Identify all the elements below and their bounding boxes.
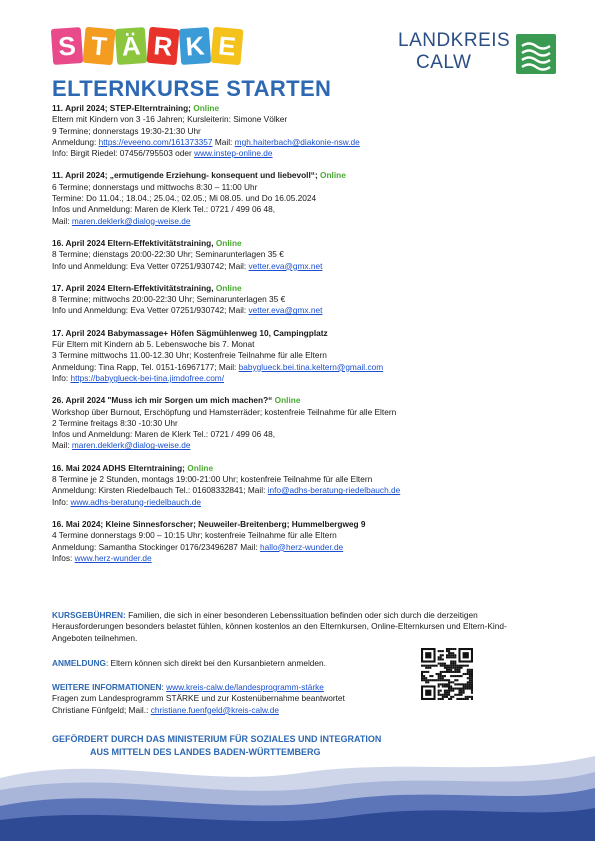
contact-prefix: Anmeldung: Kirsten Riedelbauch Tel.: 01608332841; Mail: [52,485,268,496]
contact-link[interactable]: www.herz-wunder.de [74,552,152,563]
event-item [52,463,552,508]
event-detail-line: Infos und Anmeldung: Maren de Klerk Tel.: 0721 / 499 06 48, [52,204,276,215]
online-badge: Online [320,170,346,181]
contact-prefix: Info: Birgit Riedel: 07456/795503 oder [52,148,195,159]
event-detail-line: 2 Termine freitags 8:30 -10:30 Uhr [52,417,178,428]
event-contact-line [52,148,552,159]
starke-letter: S [51,27,83,65]
event-item [52,519,552,564]
contact-prefix: Info: [52,372,71,383]
event-contact-line [52,373,552,384]
starke-letter: Ä [115,27,147,65]
event-contact-line [52,362,552,373]
event-heading [52,395,552,406]
funding-line2: AUS MITTELN DES LANDES BADEN-WÜRTTEMBERG [90,747,321,757]
event-detail-line: 8 Termine; dienstags 20:00-22:30 Uhr; Seminarunterlagen 35 € [52,249,284,260]
event-heading [52,170,552,181]
event-title: 16. Mai 2024 ADHS Elterntraining; [52,462,185,473]
contact-prefix: Anmeldung: Samantha Stockinger 0176/23496287 Mail: [52,541,261,552]
landesprogramm-link[interactable]: www.kreis-calw.de/landesprogramm-stärke [166,682,324,692]
contact-link[interactable]: www.instep-online.de [194,148,273,159]
event-contact-line [52,261,552,272]
contact-link[interactable]: babyglueck.bei.tina.keltern@gmail.com [238,361,384,372]
contact-prefix: Info und Anmeldung: Eva Vetter 07251/930742; Mail: [52,305,249,316]
contact-prefix: Mail: [52,215,72,226]
wave-banner [0,748,595,841]
kursgebuehren-section [52,610,522,644]
weitere-label: WEITERE INFORMATIONEN [52,682,162,692]
contact-link[interactable]: hallo@herz-wunder.de [260,541,344,552]
fuenfgeld-mail-link[interactable]: christiane.fuenfgeld@kreis-calw.de [150,704,280,715]
contact-prefix: Info: [52,496,71,507]
event-detail-line: Termine: Do 11.04.; 18.04.; 25.04.; 02.05.; Mi 08.05. und Do 16.05.2024 [52,193,317,204]
event-title: 17. April 2024 Eltern-Effektivitätstraining, [52,282,214,293]
qr-code[interactable] [421,648,473,700]
starke-letter: E [210,27,243,65]
event-contact-line [52,216,552,227]
event-title: 11. April 2024; STEP-Elterntraining; [52,103,191,113]
starke-letter: T [82,27,115,65]
event-heading [52,519,552,530]
event-detail-line: Eltern mit Kindern von 3 -16 Jahren; Kursleiterin: Simone Völker [52,114,288,125]
event-detail-line: Für Eltern mit Kindern ab 5. Lebenswoche bis 7. Monat [52,339,255,350]
event-heading [52,103,552,114]
event-detail-line: 8 Termine je 2 Stunden, montags 19:00-21:00 Uhr; kostenfreie Teilnahme für alle Eltern [52,474,373,485]
event-item [52,283,552,317]
anmeldung-section [52,658,412,669]
event-list [52,103,552,575]
online-badge: Online [187,462,214,473]
event-contact-line [52,542,552,553]
event-detail-line: 3 Termine mittwochs 11.00-12.30 Uhr; Kostenfreie Teilnahme für alle Eltern [52,350,327,361]
contact-mid: Mail: [212,136,235,147]
contact-link[interactable]: maren.deklerk@dialog-weise.de [71,215,191,226]
event-detail-line: Infos und Anmeldung: Maren de Klerk Tel.: 0721 / 499 06 48, [52,429,276,440]
waves-icon [516,34,556,74]
kursgebuehren-label: KURSGEBÜHREN: [52,610,126,620]
event-heading [52,238,552,249]
starke-letter: K [179,27,211,65]
contact-link[interactable]: https://babyglueck-bei-tina.jimdofree.com/ [70,372,225,383]
event-detail-line: 9 Termine; donnerstags 19:30-21:30 Uhr [52,125,201,136]
event-title: 11. April 2024; „ermutigende Erziehung- konsequent und liebevoll“; [52,170,318,181]
funding-line1: GEFÖRDERT DURCH DAS MINISTERIUM FÜR SOZIALES UND INTEGRATION [52,734,382,744]
contact-link[interactable]: maren.deklerk@dialog-weise.de [71,440,191,451]
event-contact-line [52,485,552,496]
contact-prefix: Anmeldung: [52,136,99,147]
event-contact-line [52,497,552,508]
event-detail-line: Workshop über Burnout, Erschöpfung und Hamsterräder; kostenfreie Teilnahme für alle Eltern [52,406,397,417]
event-heading [52,283,552,294]
weitere-informationen-section [52,682,412,716]
event-detail-line: 6 Termine; donnerstags und mittwochs 8:30 – 11:00 Uhr [52,181,258,192]
landkreis-text: LANDKREIS [398,30,511,51]
weitere-line3: Christiane Fünfgeld; Mail.: [52,704,151,715]
event-item [52,328,552,384]
contact-prefix: Info und Anmeldung: Eva Vetter 07251/930742; Mail: [52,260,249,271]
event-title: 26. April 2024 "Muss ich mir Sorgen um mich machen?“ [52,395,273,406]
event-title: 16. April 2024 Eltern-Effektivitätstraining, [52,237,214,248]
online-badge: Online [274,395,301,406]
contact-prefix: Mail: [52,440,72,451]
event-item [52,238,552,272]
anmeldung-text: : Eltern können sich direkt bei den Kursanbietern anmelden. [105,658,326,668]
contact-link[interactable]: www.adhs-beratung-riedelbauch.de [70,496,201,507]
anmeldung-label: ANMELDUNG [52,658,106,668]
contact-link[interactable]: vetter.eva@gmx.net [248,305,323,316]
weitere-separator: : [161,682,167,692]
event-contact-line [52,137,552,148]
event-contact-line [52,440,552,451]
event-contact-line [52,553,552,564]
contact-link[interactable]: mgh.haiterbach@diakonie-nsw.de [234,136,360,147]
event-item [52,395,552,451]
event-title: 16. Mai 2024; Kleine Sinnesforscher; Neuweiler-Breitenberg; Hummelbergweg 9 [52,518,366,529]
contact-prefix: Infos: [52,552,75,563]
starke-logo [52,28,242,64]
kursgebuehren-text: Familien, die sich in einer besonderen Lebenssituation befinden oder sich durch die derzeitigen Herausforderungen besonders belastet fühlen, können kostenlos an den Elternkursen, Online-Elternkursen und Eltern-Kind-Angeboten teilnehmen. [52,610,507,643]
contact-link[interactable]: vetter.eva@gmx.net [248,260,323,271]
event-title: 17. April 2024 Babymassage+ Höfen Sägmühlenweg 10, Campingplatz [52,327,328,338]
event-heading [52,328,552,339]
online-badge: Online [215,282,242,293]
event-detail-line: 8 Termine; mittwochs 20:00-22:30 Uhr; Seminarunterlagen 35 € [52,294,286,305]
contact-prefix: Anmeldung: Tina Rapp, Tel. 0151-16967177; Mail: [52,361,239,372]
contact-link[interactable]: info@adhs-beratung-riedelbauch.de [267,485,401,496]
online-badge: Online [193,103,220,113]
calw-text: CALW [416,52,472,73]
event-item [52,170,552,226]
event-detail-line: 4 Termine donnerstags 9:00 – 10:15 Uhr; kostenfreie Teilnahme für alle Eltern [52,530,337,541]
page-title: ELTERNKURSE STARTEN [52,76,332,101]
starke-letter: R [146,27,179,65]
event-item [52,103,552,159]
event-contact-line [52,305,552,316]
weitere-line2: Fragen zum Landesprogramm STÄRKE und zur Kostenübernahme beantwortet [52,693,345,704]
event-heading [52,463,552,474]
landkreis-calw-logo [398,30,510,74]
online-badge: Online [215,237,242,248]
contact-link[interactable]: https://eveeno.com/161373357 [98,136,213,147]
